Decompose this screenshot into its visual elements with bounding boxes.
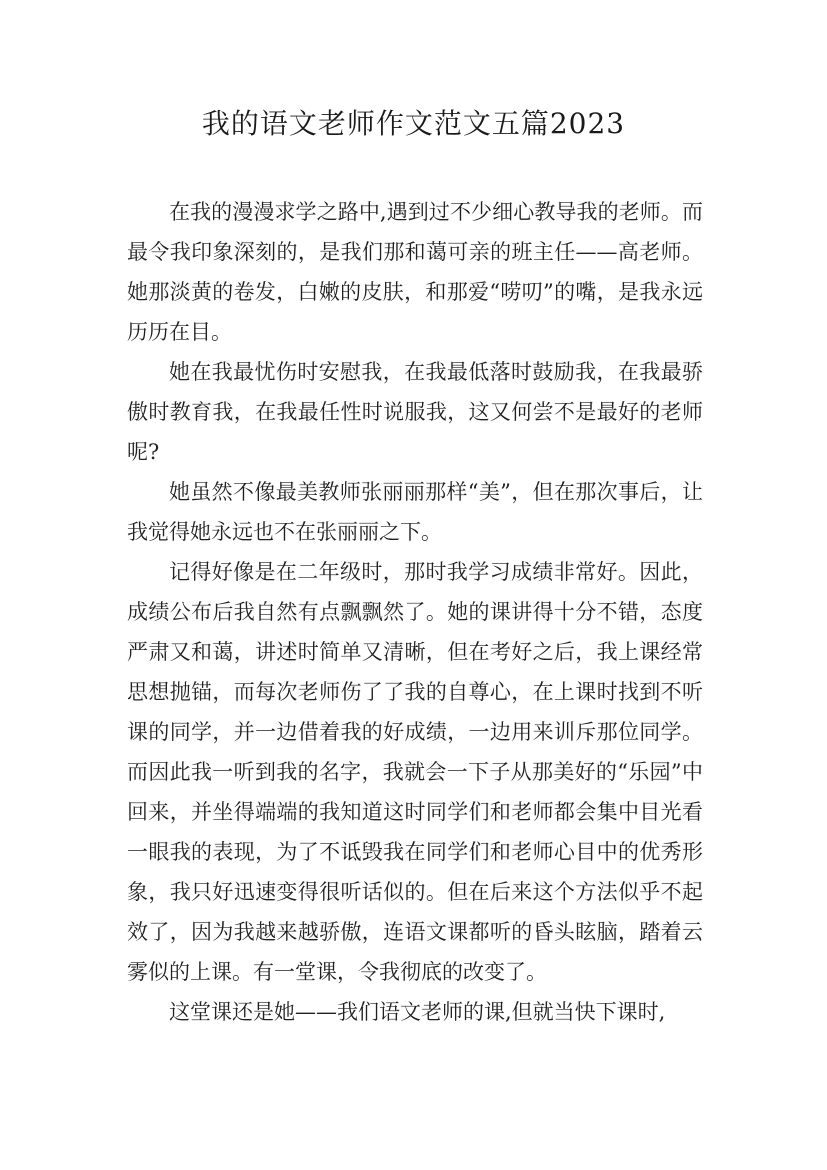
- paragraph-3: 她虽然不像最美教师张丽丽那样“美”，但在那次事后，让我觉得她永远也不在张丽丽之下。: [127, 480, 703, 544]
- document-body: [127, 192, 703, 1032]
- paragraph-1: 在我的漫漫求学之路中,遇到过不少细心教导我的老师。而最令我印象深刻的，是我们那和蔼可亲的班主任——高老师。她那淡黄的卷发，白嫩的皮肤，和那爱“唠叨”的嘴，是我永远历历在目。: [127, 200, 703, 344]
- paragraph-5: 这堂课还是她——我们语文老师的课,但就当快下课时,: [169, 1000, 666, 1024]
- document-title: 我的语文老师作文范文五篇2023: [201, 107, 626, 140]
- paragraph-2: 她在我最忧伤时安慰我，在我最低落时鼓励我，在我最骄傲时教育我，在我最任性时说服我，这又何尝不是最好的老师呢?: [127, 360, 703, 464]
- paragraph-4: 记得好像是在二年级时，那时我学习成绩非常好。因此，成绩公布后我自然有点飘飘然了。她的课讲得十分不错，态度严肃又和蔼，讲述时简单又清晰，但在考好之后，我上课经常思想抛锚，而每次老师伤了了我的自尊心，在上课时找到不听课的同学，并一边借着我的好成绩，一边用来训斥那位同学。而因此我一听到我的名字，我就会一下子从那美好的“乐园”中回来，并坐得端端的我知道这时同学们和老师都会集中目光看一眼我的表现，为了不诋毁我在同学们和老师心目中的优秀形象，我只好迅速变得很听话似的。但在后来这个方法似乎不起效了，因为我越来越骄傲，连语文课都听的昏头眩脑，踏着云雾似的上课。有一堂课，令我彻底的改变了。: [127, 560, 703, 984]
